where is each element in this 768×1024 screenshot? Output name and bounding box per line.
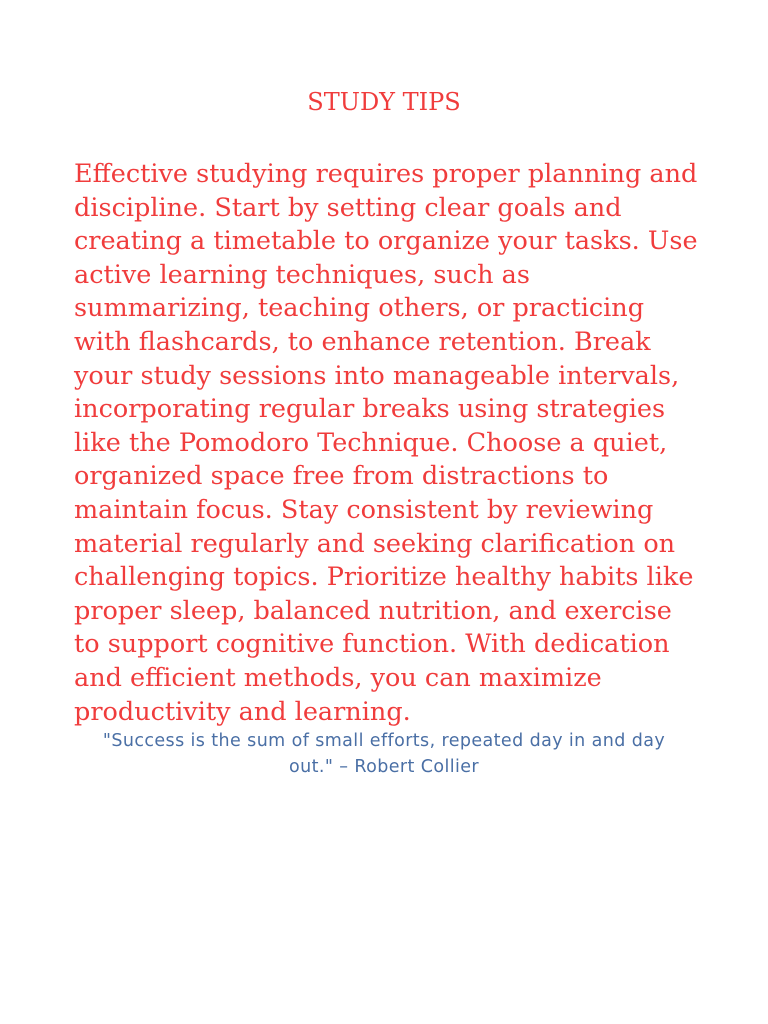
quote-text: "Success is the sum of small efforts, repeated day in and day out." – Robert Collier — [102, 731, 666, 777]
body-paragraph: Effective studying requires proper planning and discipline. Start by setting clear goals and creating a timetable to organize your tasks. Use active learning techniques, such as summarizing, teaching others, or practicing with flashcards, to enhance retention. Break your study sessions into manageable intervals, incorporating regular breaks using strategies like the Pomodoro Technique. Choose a quiet, organized space free from distractions to maintain focus. Stay consistent by reviewing material regularly and seeking clarification on challenging topics. Prioritize healthy habits like proper sleep, balanced nutrition, and exercise to support cognitive function. With dedication and efficient methods, you can maximize productivity and learning. — [74, 159, 698, 727]
document-title: STUDY TIPS — [307, 88, 461, 116]
